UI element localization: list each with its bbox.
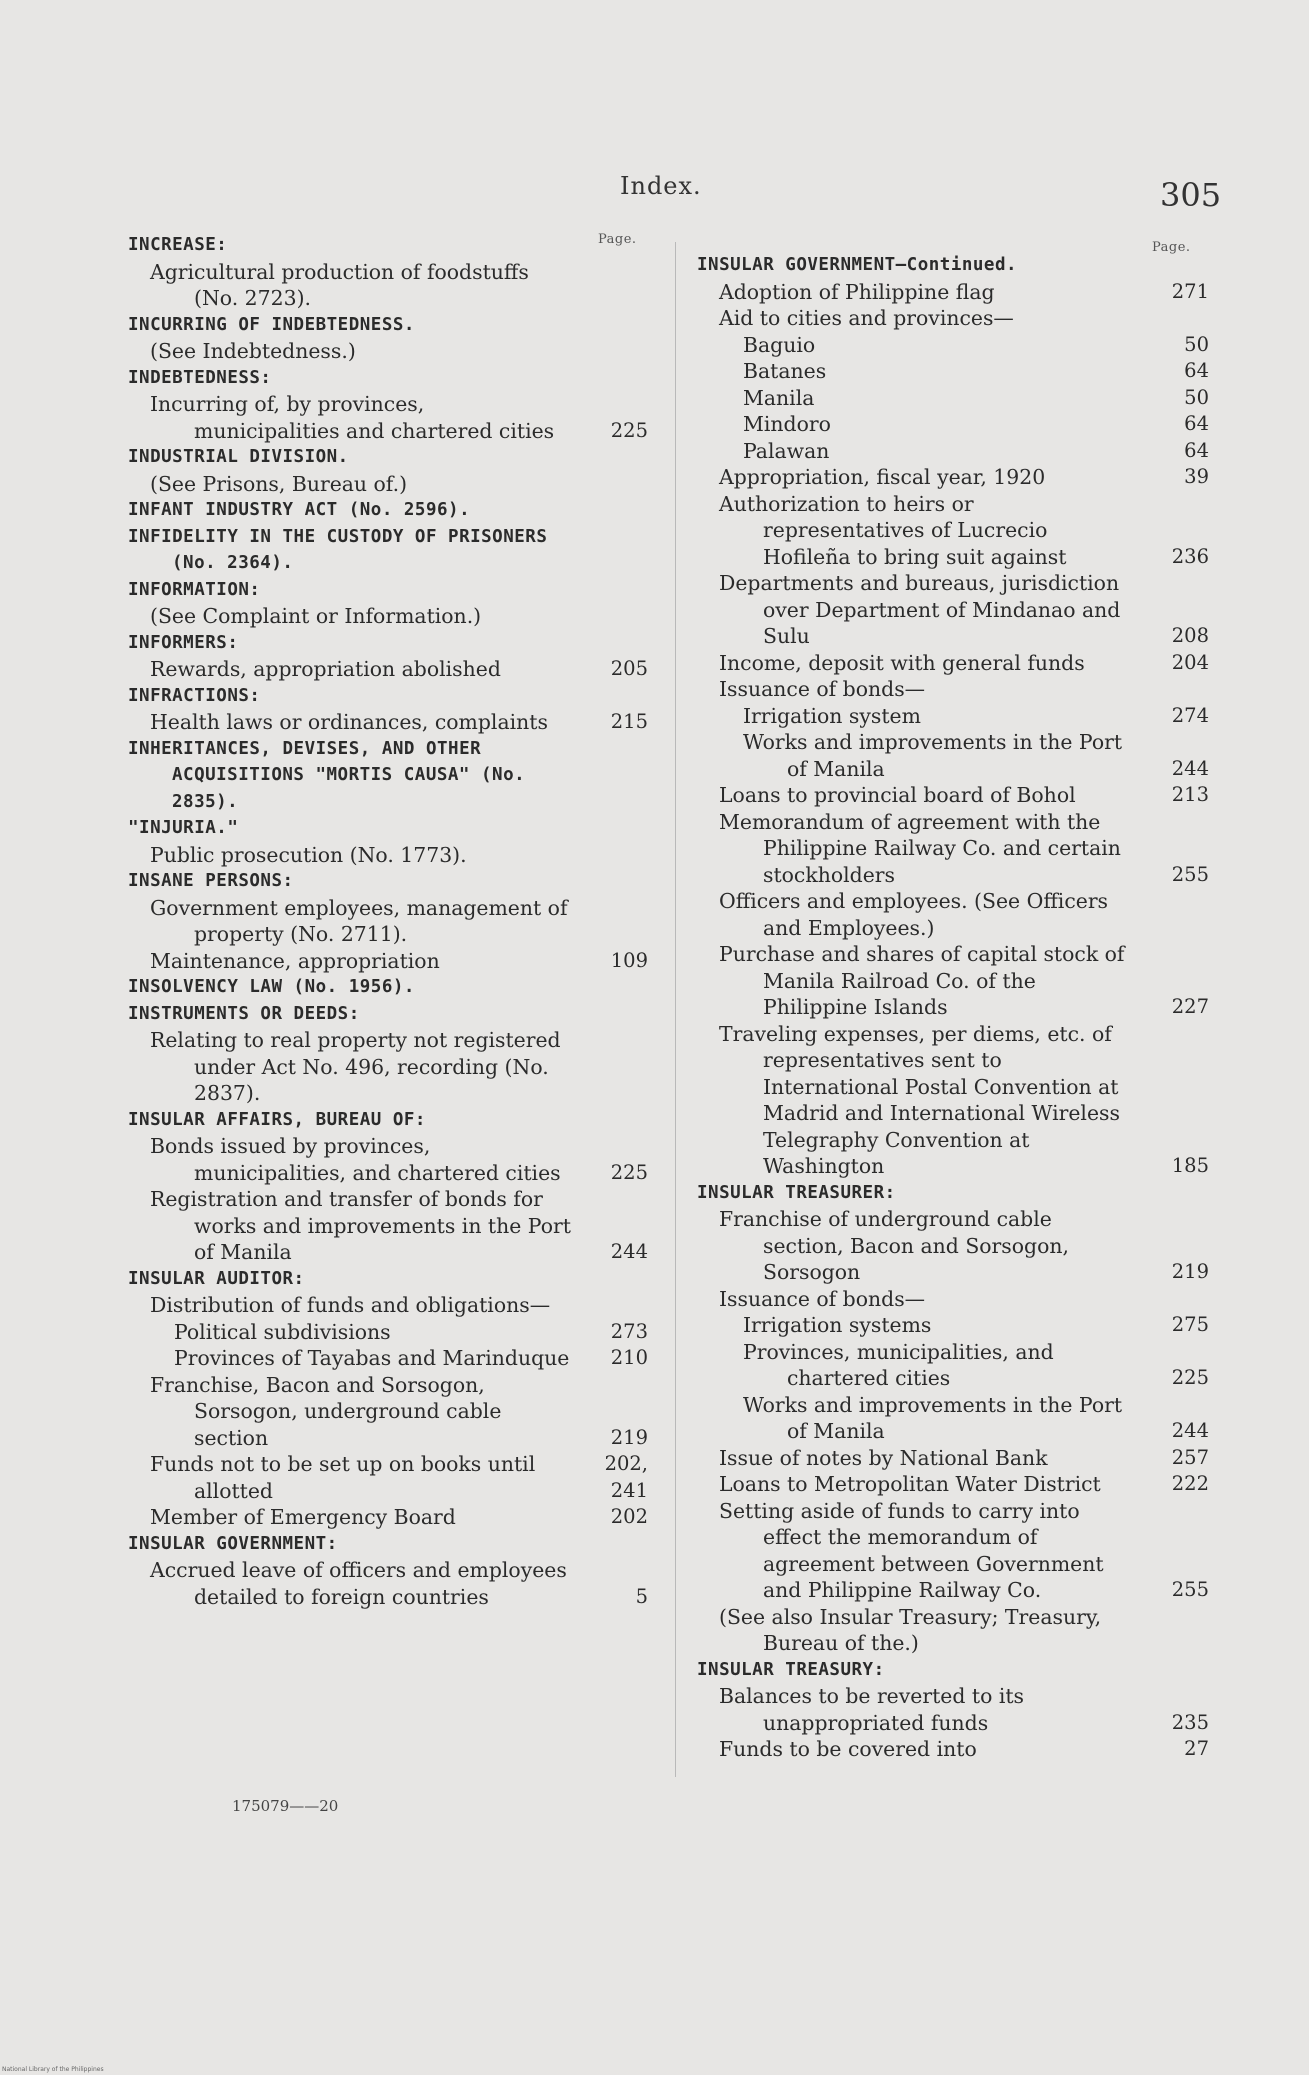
index-entry (128, 259, 648, 312)
entry-text: INFANT INDUSTRY ACT (No. 2596). (128, 500, 471, 520)
index-entry (128, 391, 648, 444)
entry-text: (See Complaint or Information.) (150, 604, 482, 628)
page-reference: 5 (635, 1584, 648, 1608)
index-entry (697, 1445, 1209, 1472)
index-heading (697, 252, 1209, 279)
index-entry (697, 279, 1209, 306)
entry-text: Mindoro (743, 412, 831, 436)
index-entry (697, 411, 1209, 438)
index-entry (128, 656, 648, 683)
entry-text: INSULAR GOVERNMENT—Continued. (697, 255, 1018, 275)
index-entry (128, 1345, 648, 1372)
index-entry (697, 305, 1209, 332)
index-entry (697, 888, 1209, 941)
entry-text: (See Prisons, Bureau of.) (150, 471, 408, 496)
entry-text: INSTRUMENTS OR DEEDS: (128, 1003, 360, 1024)
page-reference: 219 (610, 1425, 648, 1449)
index-heading (128, 974, 648, 1001)
entry-text: Works and improvements in the Port of Manila (743, 730, 1123, 781)
entry-text: Franchise of underground cable section, Bacon and Sorsogon, Sorsogon (719, 1207, 1069, 1284)
index-entry (697, 650, 1209, 677)
page-reference: 204 (1171, 650, 1209, 674)
column-divider (675, 242, 676, 1777)
entry-text: INCREASE: (128, 235, 228, 255)
entry-text: INSULAR AUDITOR: (128, 1268, 305, 1289)
page-reference: 274 (1171, 703, 1209, 727)
index-entry (128, 1319, 648, 1346)
index-entry (128, 842, 648, 869)
page-reference: 236 (1171, 544, 1209, 568)
entry-text: Issuance of bonds— (719, 1286, 926, 1311)
entry-text: Accrued leave of officers and employees detailed to foreign countries (150, 1558, 567, 1609)
index-heading (128, 1266, 648, 1293)
entry-text: Batanes (743, 359, 827, 383)
page-reference: 109 (610, 948, 648, 972)
index-entry (128, 1557, 648, 1610)
page-reference: 225 (1171, 1366, 1209, 1389)
entry-text: Loans to provincial board of Bohol (719, 783, 1076, 807)
index-entry (697, 1471, 1209, 1498)
entry-text: Memorandum of agreement with the Philippine Railway Co. and certain stockholders (719, 809, 1121, 887)
index-heading (128, 365, 648, 392)
page-reference: 222 (1171, 1472, 1209, 1495)
index-heading (128, 736, 648, 816)
page-reference: 185 (1171, 1154, 1209, 1177)
index-entry (697, 1286, 1209, 1313)
index-entry (697, 358, 1209, 385)
index-heading (128, 312, 648, 339)
index-entry (128, 1186, 648, 1266)
index-entry (128, 1292, 648, 1319)
page-reference: 227 (1171, 995, 1209, 1018)
entry-text: INFORMATION: (128, 579, 261, 600)
index-entry (697, 703, 1209, 730)
right-index-column (697, 252, 1209, 1763)
index-entry (697, 1206, 1209, 1286)
entry-text: (See also Insular Treasury; Treasury, Bureau of the.) (719, 1604, 1102, 1655)
index-entry (128, 1451, 648, 1504)
entry-text: "INJURIA." (128, 818, 239, 838)
index-entry (128, 1504, 648, 1531)
index-entry (697, 1339, 1209, 1392)
page-reference: 205 (610, 657, 648, 680)
index-heading (128, 815, 648, 842)
index-entry (128, 948, 648, 975)
entry-text: Irrigation systems (743, 1313, 932, 1337)
entry-text: Baguio (743, 332, 816, 357)
index-entry (697, 1392, 1209, 1445)
index-entry (697, 1498, 1209, 1604)
entry-text: Maintenance, appropriation (150, 948, 440, 973)
index-heading (128, 683, 648, 710)
index-heading (128, 524, 648, 577)
index-entry (697, 809, 1209, 889)
entry-text: Relating to real property not registered under Act No. 496, recording (No. 2837). (150, 1028, 561, 1105)
page-reference: 255 (1171, 862, 1209, 886)
entry-text: Manila (743, 385, 815, 410)
index-entry (697, 332, 1209, 359)
page-reference: 275 (1171, 1313, 1209, 1336)
entry-text: INSULAR TREASURY: (697, 1659, 885, 1680)
entry-text: (See Indebtedness.) (150, 339, 356, 363)
index-heading (697, 1180, 1209, 1207)
index-heading (697, 1657, 1209, 1684)
entry-text: INFRACTIONS: (128, 685, 261, 706)
page-reference: 64 (1184, 359, 1209, 382)
page-reference: 213 (1171, 783, 1209, 806)
page-reference: 202, 241 (604, 1452, 648, 1502)
index-entry (697, 1683, 1209, 1736)
entry-text: Member of Emergency Board (150, 1505, 456, 1529)
entry-text: Loans to Metropolitan Water District (719, 1472, 1101, 1496)
index-entry (128, 709, 648, 736)
entry-text: Provinces, municipalities, and chartered cities (743, 1339, 1054, 1390)
page-reference: 225 (610, 418, 648, 442)
index-entry (697, 385, 1209, 412)
page-reference: 244 (1171, 1419, 1209, 1442)
index-entry (697, 676, 1209, 703)
page-number: 305 (1160, 176, 1222, 214)
entry-text: Appropriation, fiscal year, 1920 (719, 465, 1046, 489)
scan-credit: National Library of the Philippines (2, 2066, 104, 2073)
page-reference: 50 (1184, 332, 1209, 356)
entry-text: Public prosecution (No. 1773). (150, 842, 467, 867)
entry-text: Setting aside of funds to carry into effect the memorandum of agreement between Government and Philippine Railway Co. (719, 1498, 1104, 1602)
index-entry (697, 782, 1209, 809)
index-heading (128, 868, 648, 895)
entry-text: INSULAR TREASURER: (697, 1182, 896, 1203)
page-reference: 244 (1171, 756, 1209, 780)
entry-text: INCURRING OF INDEBTEDNESS. (128, 314, 415, 335)
entry-text: Issuance of bonds— (719, 677, 926, 701)
entry-text: Works and improvements in the Port of Manila (743, 1392, 1123, 1443)
entry-text: INFORMERS: (128, 632, 239, 653)
page-reference: 64 (1184, 438, 1209, 462)
entry-text: Authorization to heirs or representatives of Lucrecio Hofileña to bring suit against (719, 491, 1067, 569)
page-title: Index. (620, 172, 702, 200)
entry-text: Adoption of Philippine flag (719, 279, 995, 304)
right-page-column-label: Page. (1152, 240, 1191, 255)
page-reference: 225 (610, 1160, 648, 1184)
entry-text: Provinces of Tayabas and Marinduque (174, 1346, 570, 1370)
entry-text: INDUSTRIAL DIVISION. (128, 447, 349, 467)
page-reference: 235 (1171, 1710, 1209, 1734)
index-entry (697, 1021, 1209, 1180)
entry-text: INSOLVENCY LAW (No. 1956). (128, 977, 415, 997)
entry-text: Political subdivisions (174, 1319, 391, 1344)
index-heading (128, 1531, 648, 1558)
entry-text: Health laws or ordinances, complaints (150, 710, 548, 734)
entry-text: Registration and transfer of bonds for works and improvements in the Port of Manila (150, 1187, 571, 1264)
footer-code: 175079——20 (232, 1797, 339, 1815)
index-entry (128, 1133, 648, 1186)
page-reference: 202 (610, 1505, 648, 1528)
index-entry (697, 1312, 1209, 1339)
index-entry (697, 491, 1209, 571)
index-entry (128, 1372, 648, 1452)
entry-text: Income, deposit with general funds (719, 650, 1085, 675)
entry-text: INSULAR GOVERNMENT: (128, 1533, 338, 1554)
page-reference: 273 (610, 1319, 648, 1343)
entry-text: Bonds issued by provinces, municipalities, and chartered cities (150, 1134, 561, 1185)
entry-text: Purchase and shares of capital stock of Manila Railroad Co. of the Philippine Islands (719, 942, 1125, 1019)
page-reference: 215 (610, 710, 648, 733)
page-reference: 244 (610, 1240, 648, 1263)
index-entry (128, 338, 648, 365)
index-entry (697, 1604, 1209, 1657)
page-reference: 257 (1171, 1445, 1209, 1469)
index-heading (128, 444, 648, 471)
entry-text: Issue of notes by National Bank (719, 1445, 1048, 1470)
page-reference: 64 (1184, 412, 1209, 435)
entry-text: INHERITANCES, DEVISES, AND OTHER ACQUISITIONS "MORTIS CAUSA" (No. 2835). (128, 738, 526, 812)
index-entry (697, 464, 1209, 491)
entry-text: Aid to cities and provinces— (719, 306, 1014, 330)
index-heading (128, 630, 648, 657)
page-reference: 39 (1184, 465, 1209, 488)
left-index-column (128, 232, 648, 1610)
entry-text: Palawan (743, 438, 830, 463)
index-entry (128, 1027, 648, 1107)
entry-text: Agricultural production of foodstuffs (No. 2723). (150, 259, 529, 310)
entry-text: Departments and bureaus, jurisdiction over Department of Mindanao and Sulu (719, 571, 1121, 648)
entry-text: Traveling expenses, per diems, etc. of representatives sent to International Postal Convention at Madrid and International Wireless Telegraphy Convention at Washington (719, 1021, 1120, 1178)
index-heading (128, 497, 648, 524)
index-entry (697, 438, 1209, 465)
index-heading (128, 577, 648, 604)
left-page-column-label: Page. (598, 232, 637, 247)
entry-text: Distribution of funds and obligations— (150, 1293, 551, 1317)
page-reference: 208 (1171, 624, 1209, 647)
page-reference: 219 (1171, 1260, 1209, 1283)
entry-text: INSULAR AFFAIRS, BUREAU OF: (128, 1109, 426, 1130)
index-entry (697, 570, 1209, 650)
entry-text: Funds to be covered into (719, 1737, 977, 1761)
index-heading (128, 1107, 648, 1134)
entry-text: Funds not to be set up on books until allotted (150, 1452, 536, 1503)
entry-text: INSANE PERSONS: (128, 871, 294, 891)
index-entry (128, 471, 648, 498)
index-entry (128, 895, 648, 948)
entry-text: Irrigation system (743, 703, 921, 728)
index-entry (697, 729, 1209, 782)
page-reference: 271 (1171, 279, 1209, 303)
page-reference: 27 (1184, 1737, 1209, 1760)
entry-text: Balances to be reverted to its unappropriated funds (719, 1684, 1025, 1735)
entry-text: INDEBTEDNESS: (128, 367, 272, 388)
entry-text: Officers and employees. (See Officers and Employees.) (719, 889, 1109, 940)
page-reference: 255 (1171, 1578, 1209, 1601)
page-reference: 210 (610, 1346, 648, 1369)
entry-text: Incurring of, by provinces, municipalities and chartered cities (150, 392, 555, 443)
entry-text: Rewards, appropriation abolished (150, 657, 501, 681)
index-heading (128, 1001, 648, 1028)
entry-text: Franchise, Bacon and Sorsogon, Sorsogon, underground cable section (150, 1372, 502, 1450)
index-entry (697, 941, 1209, 1021)
entry-text: Government employees, management of property (No. 2711). (150, 895, 568, 946)
index-entry (697, 1736, 1209, 1763)
index-heading (128, 232, 648, 259)
entry-text: INFIDELITY IN THE CUSTODY OF PRISONERS (No. 2364). (128, 526, 548, 573)
page-reference: 50 (1184, 385, 1209, 409)
index-entry (128, 603, 648, 630)
